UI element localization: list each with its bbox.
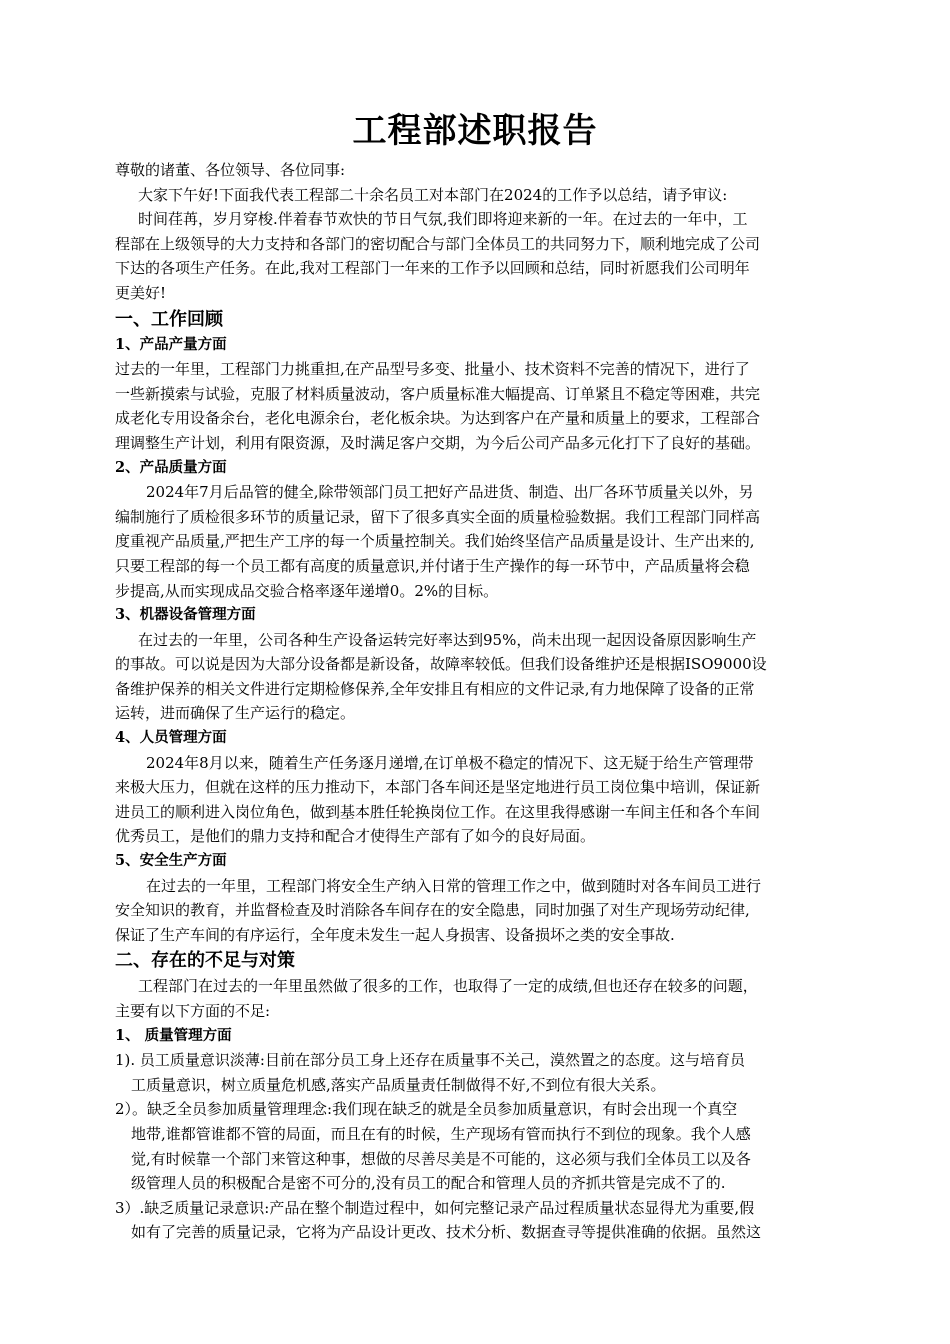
section-heading: 二、存在的不足与对策 bbox=[115, 950, 295, 972]
document-body bbox=[115, 158, 840, 1245]
paragraph-line: 成老化专用设备余台，老化电源余台，老化板余块。为达到客户在产量和质量上的要求，工程部合 bbox=[115, 409, 761, 428]
paragraph-line: 在过去的一年里，公司各种生产设备运转完好率达到95%，尚未出现一起因设备原因影响生产 bbox=[138, 630, 757, 649]
list-item-line: 地带,谁都管谁都不管的局面，而且在有的时候，生产现场有管而执行不到位的现象。我个人感 bbox=[131, 1124, 751, 1143]
paragraph-line: 理调整生产计划，利用有限资源，及时满足客户交期，为今后公司产品多元化打下了良好的基础。 bbox=[115, 433, 761, 452]
subsection-heading: 5、安全生产方面 bbox=[115, 852, 227, 870]
section-heading: 一、工作回顾 bbox=[115, 308, 223, 330]
paragraph-line: 程部在上级领导的大力支持和各部门的密切配合与部门全体员工的共同努力下，顺利地完成了公司 bbox=[115, 234, 761, 253]
subsection-heading: 2、产品质量方面 bbox=[115, 458, 227, 476]
subsection-heading: 1、产品产量方面 bbox=[115, 335, 227, 353]
list-item-line: 3）.缺乏质量记录意识:产品在整个制造过程中，如何完整记录产品过程质量状态显得尤为重要,假 bbox=[115, 1198, 755, 1217]
paragraph-line: 步提高,从而实现成品交验合格率逐年递增0。2%的目标。 bbox=[115, 581, 499, 600]
paragraph-line: 进员工的顺利进入岗位角色，做到基本胜任轮换岗位工作。在这里我得感谢一车间主任和各个车间 bbox=[115, 802, 761, 821]
paragraph-line: 2024年7月后品管的健全,除带领部门员工把好产品进货、制造、出厂各环节质量关以外，另 bbox=[146, 483, 754, 502]
paragraph-line: 保证了生产车间的有序运行，全年度未发生一起人身损害、设备损坏之类的安全事故. bbox=[115, 925, 675, 944]
paragraph-line: 2024年8月以来，随着生产任务逐月递增,在订单极不稳定的情况下、这无疑于给生产管理带 bbox=[146, 753, 754, 772]
paragraph-line: 时间荏苒，岁月穿梭.伴着春节欢快的节日气氛,我们即将迎来新的一年。在过去的一年中，工 bbox=[138, 210, 748, 229]
list-item-line: 2）。缺乏全员参加质量管理理念:我们现在缺乏的就是全员参加质量意识，有时会出现一个真空 bbox=[115, 1100, 738, 1119]
paragraph-line: 一些新摸索与试验，克服了材料质量波动，客户质量标准大幅提高、订单紧且不稳定等困难，共完 bbox=[115, 384, 761, 403]
subsection-heading: 4、人员管理方面 bbox=[115, 729, 227, 747]
paragraph-line: 的事故。可以说是因为大部分设备都是新设备，故障率较低。但我们设备维护还是根据ISO9000设 bbox=[115, 655, 767, 674]
paragraph-line: 主要有以下方面的不足: bbox=[115, 1002, 271, 1020]
paragraph-line: 安全知识的教育，并监督检查及时消除各车间存在的安全隐患，同时加强了对生产现场劳动纪律, bbox=[115, 901, 750, 920]
paragraph-line: 优秀员工，是他们的鼎力支持和配合才使得生产部有了如今的良好局面。 bbox=[115, 827, 596, 846]
list-item-line: 如有了完善的质量记录，它将为产品设计更改、技术分析、数据查寻等提供准确的依据。虽然这 bbox=[131, 1223, 762, 1242]
subsection-heading: 3、机器设备管理方面 bbox=[115, 606, 256, 624]
paragraph-line: 编制施行了质检很多环节的质量记录，留下了很多真实全面的质量检验数据。我们工程部门同样高 bbox=[115, 507, 761, 526]
paragraph-line: 备维护保养的相关文件进行定期检修保养,全年安排且有相应的文件记录,有力地保障了设备的正常 bbox=[115, 679, 755, 698]
paragraph-line: 下达的各项生产任务。在此,我对工程部门一年来的工作予以回顾和总结，同时祈愿我们公司明年 bbox=[115, 259, 750, 278]
list-item-line: 工质量意识，树立质量危机感,落实产品质量责任制做得不好,不到位有很大关系。 bbox=[131, 1075, 666, 1094]
list-item-line: 级管理人员的积极配合是密不可分的,没有员工的配合和管理人员的齐抓共管是完成不了的. bbox=[131, 1174, 726, 1193]
subsection-heading: 1、 质量管理方面 bbox=[115, 1026, 232, 1044]
list-item-line: 觉,有时候靠一个部门来管这种事，想做的尽善尽美是不可能的，这必须与我们全体员工以及各 bbox=[131, 1149, 751, 1168]
paragraph-line: 只要工程部的每一个员工都有高度的质量意识,并付诸于生产操作的每一环节中，产品质量将会稳 bbox=[115, 556, 750, 575]
paragraph-line: 更美好! bbox=[115, 283, 167, 302]
list-item-line: 1). 员工质量意识淡薄:目前在部分员工身上还存在质量事不关己，漠然置之的态度。这与培育员 bbox=[115, 1051, 745, 1070]
paragraph-line: 大家下午好!下面我代表工程部二十余名员工对本部门在2024的工作予以总结，请予审议: bbox=[138, 185, 728, 204]
paragraph-line: 过去的一年里，工程部门力挑重担,在产品型号多变、批量小、技术资料不完善的情况下，进行了 bbox=[115, 360, 750, 379]
document-title: 工程部述职报告 bbox=[352, 111, 598, 151]
paragraph-line: 来极大压力，但就在这样的压力推动下，本部门各车间还是坚定地进行员工岗位集中培训，保证新 bbox=[115, 778, 761, 797]
paragraph-line: 工程部门在过去的一年里虽然做了很多的工作，也取得了一定的成绩,但也还存在较多的问题， bbox=[138, 977, 758, 996]
paragraph-line: 在过去的一年里，工程部门将安全生产纳入日常的管理工作之中，做到随时对各车间员工进行 bbox=[146, 876, 762, 895]
paragraph-line: 度重视产品质量,严把生产工序的每一个质量控制关。我们始终坚信产品质量是设计、生产出来的, bbox=[115, 532, 755, 551]
paragraph-line: 运转，进而确保了生产运行的稳定。 bbox=[115, 704, 356, 723]
greeting: 尊敬的诸董、各位领导、各位同事: bbox=[115, 161, 346, 179]
